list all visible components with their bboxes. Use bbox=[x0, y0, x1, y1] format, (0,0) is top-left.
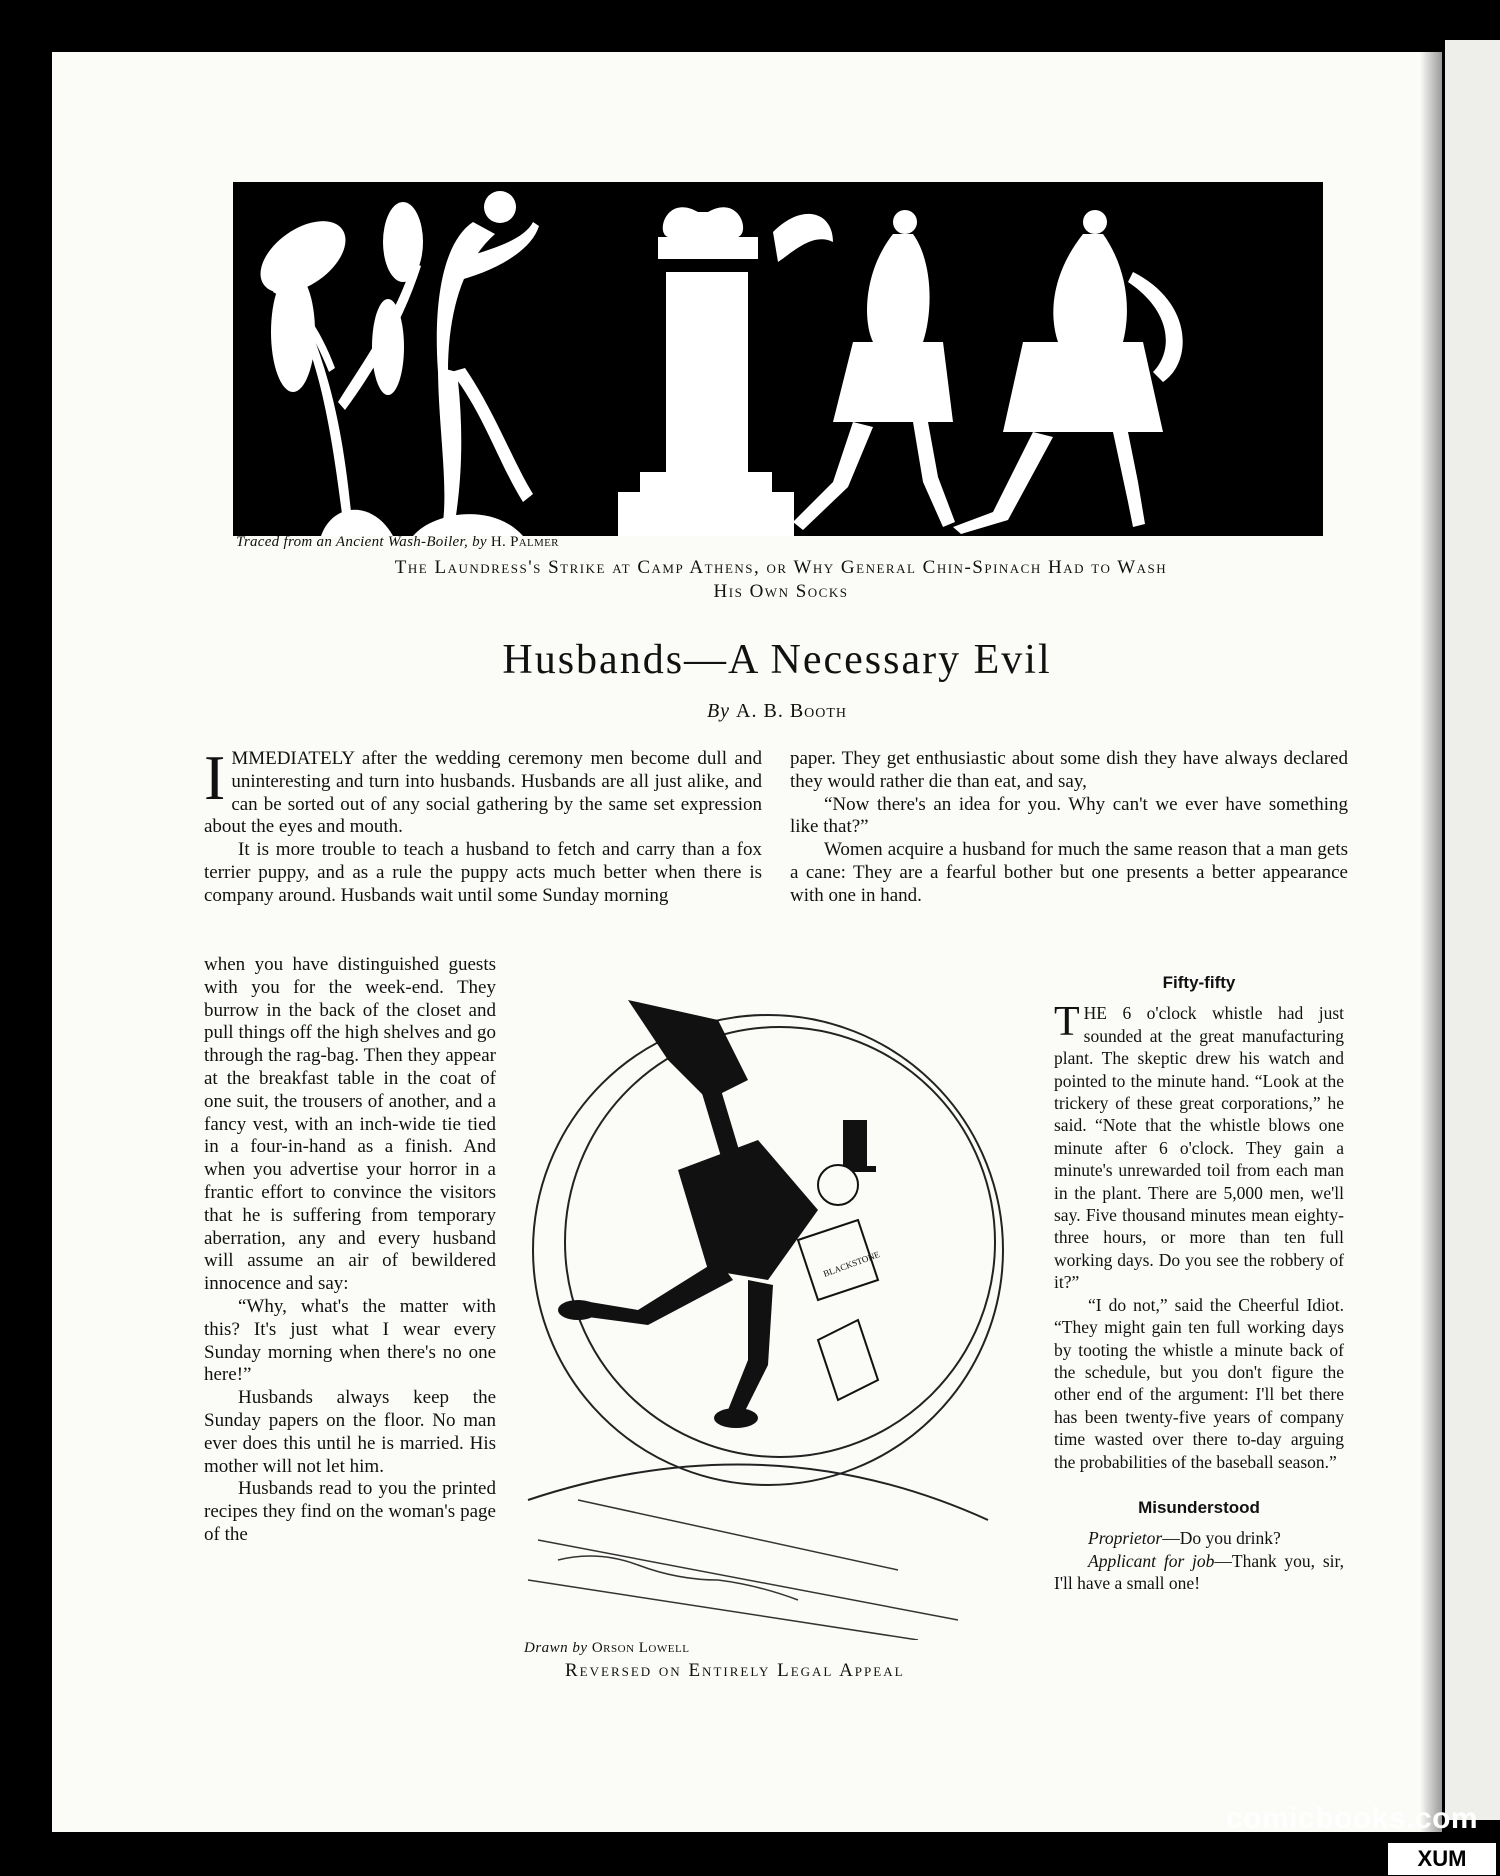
banner-credit-prefix: Traced from an Ancient Wash-Boiler, by bbox=[236, 534, 487, 550]
illustration-caption: Reversed on Entirely Legal Appeal bbox=[565, 1660, 905, 1681]
fifty-fifty-paragraph-2: “I do not,” said the Cheerful Idiot. “They might gain ten full working days by tooting the whistle a minute back of the schedule, but you don't figure the other end of the argument: I'll bet there has been twenty-five years of company time wasted over there to-day arguing the probabilities of the baseball season.” bbox=[1054, 1294, 1344, 1472]
xum-badge: XUM bbox=[1388, 1843, 1496, 1875]
sidebar-column bbox=[1054, 972, 1344, 1595]
illustration-credit-prefix: Drawn by bbox=[524, 1640, 588, 1656]
paragraph-1-text: MMEDIATELY after the wedding ceremony men become dull and uninteresting and turn into husbands. Husbands are all just alike, and can be sorted out of any social gathering by the same set expression about the eyes and mouth. bbox=[204, 748, 762, 838]
banner-caption-line1: The Laundress's Strike at Camp Athens, or Why General Chin-Spinach Had to Wash bbox=[394, 557, 1168, 578]
banner-credit-artist: H. Palmer bbox=[490, 534, 559, 550]
speaker-proprietor: Proprietor bbox=[1088, 1528, 1163, 1549]
byline-prefix: By bbox=[706, 700, 731, 722]
banner-illustration bbox=[233, 182, 1323, 536]
banner-credit bbox=[236, 534, 559, 551]
line-1-text: —Do you drink? bbox=[1162, 1528, 1281, 1549]
article-column-2-top bbox=[790, 748, 1348, 908]
article-paragraph-4: Husbands always keep the Sunday papers on the floor. No man ever does this until he is married. His mother will not let him. bbox=[204, 1387, 496, 1477]
line-2-text: —Thank you, sir, I'll have a small one! bbox=[1054, 1550, 1344, 1594]
fifty-fifty-heading: Fifty-fifty bbox=[1162, 973, 1236, 992]
illustration-credit bbox=[524, 1640, 689, 1657]
speaker-applicant: Applicant for job bbox=[1088, 1550, 1215, 1571]
article-title: Husbands—A Necessary Evil bbox=[502, 637, 1052, 683]
drop-cap: I bbox=[204, 742, 226, 813]
misunderstood-heading: Misunderstood bbox=[1138, 1497, 1260, 1517]
article-paragraph-2-continued: when you have distinguished guests with you for the week-end. They burrow in the back of the closet and pull things off the high shelves and go through the rag-bag. Then they appear at the breakfast table in the coat of one suit, the trousers of another, and a fancy vest, with an inch-wide tie tied in a four-in-hand as a finish. And when you advertise your horror in a frantic effort to convince the visitors that he is suffering from temporary aberration, any and every husband will assume an air of bewildered innocence and say: bbox=[204, 954, 496, 1295]
flying-man-drawing bbox=[518, 980, 1032, 1640]
scan-bottom-edge bbox=[40, 1832, 1460, 1876]
article-paragraph-3: “Why, what's the matter with this? It's just what I wear every Sunday morning when there's no one here!” bbox=[204, 1295, 496, 1386]
site-watermark: comicbooks.com bbox=[1226, 1802, 1479, 1835]
page-spine-shadow bbox=[1420, 52, 1442, 1832]
book-label: BLACKSTONE bbox=[821, 1249, 882, 1279]
article-paragraph-7: “Now there's an idea for you. Why can't we ever have something like that?” bbox=[790, 793, 1348, 838]
illustration-credit-artist: Orson Lowell bbox=[591, 1640, 690, 1656]
misunderstood-line-2 bbox=[1054, 1550, 1344, 1595]
article-paragraph-1 bbox=[204, 742, 762, 839]
banner-caption-line2: His Own Socks bbox=[713, 581, 849, 602]
adjacent-page-edge bbox=[1445, 40, 1500, 1820]
misunderstood-line-1 bbox=[1054, 1527, 1344, 1549]
greek-vase-frieze bbox=[233, 182, 1323, 536]
fifty-fifty-paragraph-1-text: HE 6 o'clock whistle had just sounded at the great manufacturing plant. The skeptic drew his watch and pointed to the minute hand. “Look at the trickery of these great corporations,” he said. “Note that the whistle blows one minute after 6 o'clock. They gain a minute's unrewarded toil from each man in the plant. There are 5,000 men, we'll say. Five thousand minutes mean eighty-three hours, or more than ten full working days. Do you see the robbery of it?” bbox=[1054, 1003, 1344, 1293]
byline-author: A. B. Booth bbox=[736, 700, 848, 722]
article-column-1-bottom bbox=[204, 954, 496, 1547]
article-column-1-top bbox=[204, 742, 762, 908]
article-paragraph-5: Husbands read to you the printed recipes they find on the woman's page of the bbox=[204, 1478, 496, 1545]
article-paragraph-2: It is more trouble to teach a husband to fetch and carry than a fox terrier puppy, and as a rule the puppy acts much better when there is company around. Husbands wait until some Sunday morning bbox=[204, 839, 762, 906]
article-byline bbox=[0, 700, 1500, 723]
article-paragraph-6: paper. They get enthusiastic about some dish they have always declared they would rather die than eat, and say, bbox=[790, 748, 1348, 792]
banner-caption bbox=[236, 556, 1326, 604]
fifty-fifty-paragraph-1 bbox=[1054, 999, 1344, 1293]
article-paragraph-8: Women acquire a husband for much the same reason that a man gets a cane: They are a fearful bother but one presents a better appearance with one in hand. bbox=[790, 839, 1348, 906]
center-illustration bbox=[518, 980, 1032, 1640]
fifty-fifty-drop-cap: T bbox=[1054, 999, 1080, 1046]
